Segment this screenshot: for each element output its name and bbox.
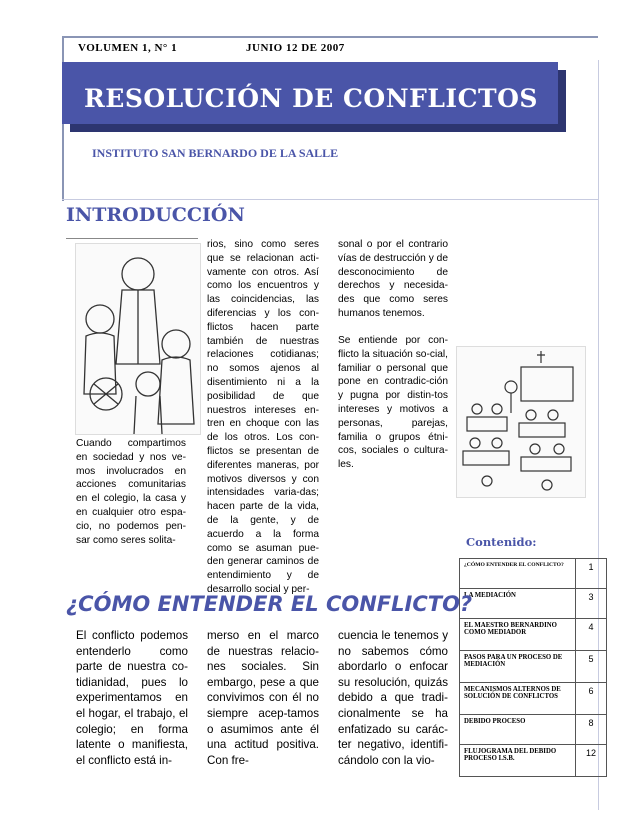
contents-item-page: 6 [576, 683, 607, 715]
date-label: JUNIO 12 DE 2007 [246, 42, 345, 54]
section-heading: ¿CÓMO ENTENDER EL CONFLICTO? [66, 592, 473, 616]
contents-item-label: DEBIDO PROCESO [460, 715, 576, 745]
contents-item-label: ¿CÓMO ENTENDER EL CONFLICTO? [460, 559, 576, 589]
section-column-3: cuencia le tenemos y no sabemos cómo abordarlo o enfocar su resolución, quizás debido a que tradi-cionalmente se ha enfatizado su carác-ter negativo, identifi-cándolo con la vio- [338, 629, 448, 767]
contents-item-label: LA MEDIACIÓN [460, 589, 576, 619]
contents-item-label: PASOS PARA UN PROCESO DE MEDIACIÓN [460, 651, 576, 683]
contents-item-label: FLUJOGRAMA DEL DEBIDO PROCESO I.S.B. [460, 745, 576, 777]
contents-item-label: MECANISMOS ALTERNOS DE SOLUCIÓN DE CONFLICTOS [460, 683, 576, 715]
contents-row[interactable] [460, 651, 607, 683]
contents-item-page: 1 [576, 559, 607, 589]
institute-name: INSTITUTO SAN BERNARDO DE LA SALLE [92, 146, 339, 160]
intro-column-3a: sonal o por el contrario vías de destrucción y de desconocimiento de derechos y necesida-des que como seres humanos tenemos. [338, 239, 448, 319]
contents-item-page: 12 [576, 745, 607, 777]
contents-row[interactable] [460, 589, 607, 619]
intro-heading: INTRODUCCIÓN [66, 204, 245, 226]
contents-row[interactable] [460, 683, 607, 715]
students-teacher-drawing [76, 244, 200, 434]
contents-table [459, 558, 607, 777]
contents-item-page: 3 [576, 589, 607, 619]
contents-heading: Contenido: [466, 535, 537, 549]
students-teacher-illustration [75, 243, 201, 435]
section-column-1: El conflicto podemos entenderlo como parte de nuestra co-tidianidad, pues lo experimentamos en el hogar, el trabajo, el colegio; en forma latente o manifiesta, el conflicto está in- [76, 629, 188, 767]
intro-column-1: Cuando compartimos en sociedad y nos ve-mos involucrados en acciones comunitarias en el colegio, la casa y en cualquier otro espa-cio, no podemos pen-sar como seres solita- [76, 438, 186, 546]
classroom-drawing [457, 347, 585, 497]
intro-column-3b: Se entiende por con-flicto la situación so-cial, familiar o personal que pone en contradic-ción y pugna por distin-tos intereses y motivos a personas, parejas, familia o grupos étni-cos, sociales o cultura-les. [338, 335, 448, 471]
contents-item-label: EL MAESTRO BERNARDINO COMO MEDIADOR [460, 619, 576, 651]
contents-row[interactable] [460, 559, 607, 589]
header-divider [62, 199, 598, 200]
contents-item-page: 8 [576, 715, 607, 745]
intro-rule [66, 238, 198, 239]
contents-row[interactable] [460, 619, 607, 651]
intro-column-2: rios, sino como seres que se relacionan acti-vamente con otros. Así como los encuentros y las coincidencias, las diferencias y los con-flictos hacen parte también de nuestras relaciones cotidianas; no somos ajenos al disentimiento ni a la posibilidad de que nuestros intereses en-tren en choque con las de los otros. Los con-flictos se presentan de diferentes maneras, por motivos diversos y con intensidades varia-das; hacen parte de la vida, de la gente, y de acuerdo a la forma como se asuman pue-den generar caminos de entendimiento y de desarrollo social y per- [207, 239, 319, 595]
frame-top-line [62, 36, 598, 38]
volume-label: VOLUMEN 1, N° 1 [78, 42, 178, 54]
section-column-2: merso en el marco de nuestras relacio-nes sociales. Sin embargo, pese a que convivimos con él no siempre acep-tamos o asumimos ante él una actitud positiva. Con fre- [207, 629, 319, 767]
contents-item-page: 5 [576, 651, 607, 683]
contents-item-page: 4 [576, 619, 607, 651]
contents-row[interactable] [460, 715, 607, 745]
page-title: RESOLUCIÓN DE CONFLICTOS [84, 84, 538, 113]
contents-row[interactable] [460, 745, 607, 777]
classroom-illustration [456, 346, 586, 498]
